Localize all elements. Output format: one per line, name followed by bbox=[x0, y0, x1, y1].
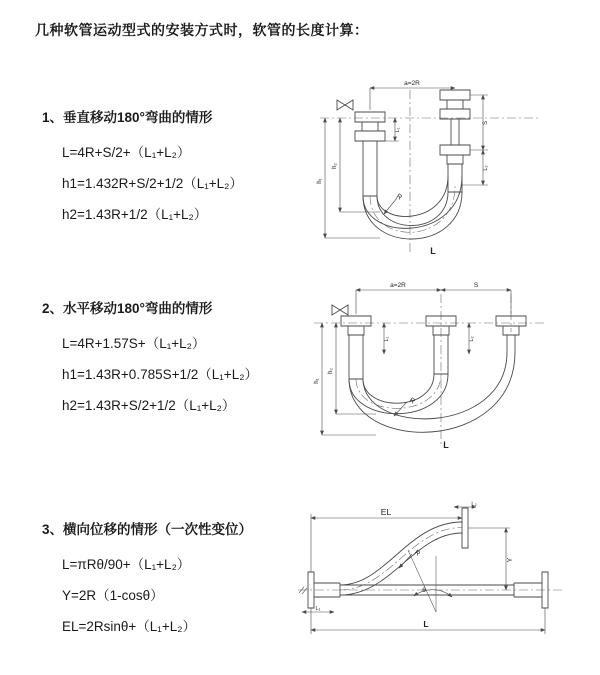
formula-length: L=4R+S/2+（L₁+L₂） bbox=[62, 145, 191, 160]
right-fitting bbox=[496, 316, 526, 352]
page-title: 几种软管运动型式的安装方式时，软管的长度计算： bbox=[35, 22, 369, 38]
dim-label-l2: L₂ bbox=[483, 165, 489, 171]
dim-label-h1: h₁ bbox=[314, 378, 320, 384]
formula-el: EL=2Rsinθ+（L₁+L₂） bbox=[62, 619, 196, 634]
dim-label-l1: L₁ bbox=[395, 127, 401, 133]
radius-label: R bbox=[407, 396, 417, 406]
dim-label-l2: L₂ bbox=[471, 501, 477, 508]
radius-label: R bbox=[412, 549, 422, 558]
diagram-horizontal-180-bend bbox=[306, 276, 598, 452]
left-fitting bbox=[341, 316, 371, 379]
length-label: L bbox=[430, 246, 436, 256]
formula-length: L=4R+1.57S+（L₁+L₂） bbox=[62, 336, 206, 351]
radius-label: R bbox=[394, 192, 404, 202]
formula-length: L=πRθ/90+（L₁+L₂） bbox=[62, 557, 191, 572]
formula-h2: h2=1.43R+S/2+1/2（L₁+L₂） bbox=[62, 398, 236, 413]
angle-label: θ bbox=[422, 587, 426, 594]
formula-h1: h1=1.43R+0.785S+1/2（L₁+L₂） bbox=[62, 367, 258, 382]
dim-label-y: Y bbox=[507, 557, 514, 563]
dim-label-s: S bbox=[473, 282, 479, 289]
dim-label-el: EL bbox=[380, 507, 392, 517]
section-2-heading: 2、水平移动180°弯曲的情形 bbox=[42, 301, 213, 316]
hose-displaced-position bbox=[340, 522, 462, 595]
section-horizontal-movement bbox=[42, 297, 322, 421]
dim-label-h1: h₁ bbox=[317, 178, 323, 184]
dim-label-s: S bbox=[483, 120, 489, 126]
section-1-heading: 1、垂直移动180°弯曲的情形 bbox=[42, 110, 213, 125]
centerline-break-mark bbox=[299, 587, 307, 594]
dim-label-l1: L₁ bbox=[315, 606, 321, 612]
section-vertical-movement bbox=[42, 106, 322, 230]
hose-u-bends bbox=[363, 176, 462, 239]
dim-label-h2: h₂ bbox=[332, 163, 338, 169]
valve-icon bbox=[332, 305, 348, 315]
dim-label-l1: L₁ bbox=[384, 336, 390, 342]
braided-hose-section bbox=[363, 141, 377, 196]
left-fitting bbox=[355, 112, 385, 196]
displaced-end-flange bbox=[462, 508, 468, 548]
formula-h1: h1=1.432R+S/2+1/2（L₁+L₂） bbox=[62, 176, 243, 191]
diagram-lateral-displacement bbox=[296, 500, 598, 646]
dim-label-l2: L₂ bbox=[469, 336, 475, 342]
formula-y: Y=2R（1-cosθ） bbox=[62, 588, 164, 603]
dim-label-a2r: a=2R bbox=[390, 282, 406, 289]
hose-u-bends bbox=[349, 352, 515, 432]
valve-icon bbox=[337, 100, 353, 110]
dim-label-a2r: a=2R bbox=[404, 80, 420, 87]
radius-arrow bbox=[384, 198, 397, 214]
section-3-heading: 3、横向位移的情形（一次性变位） bbox=[42, 522, 253, 537]
right-fitting bbox=[440, 90, 470, 192]
radius-arrow bbox=[399, 554, 412, 568]
dim-label-l: L bbox=[423, 619, 429, 629]
section-lateral-displacement bbox=[42, 518, 322, 642]
angle-construction bbox=[408, 550, 452, 612]
diagram-vertical-180-bend bbox=[300, 66, 545, 258]
dim-label-h2: h₂ bbox=[328, 368, 334, 374]
braided-hose-section bbox=[349, 335, 363, 379]
length-label: L bbox=[443, 440, 449, 450]
formula-h2: h2=1.43R+1/2（L₁+L₂） bbox=[62, 207, 208, 222]
